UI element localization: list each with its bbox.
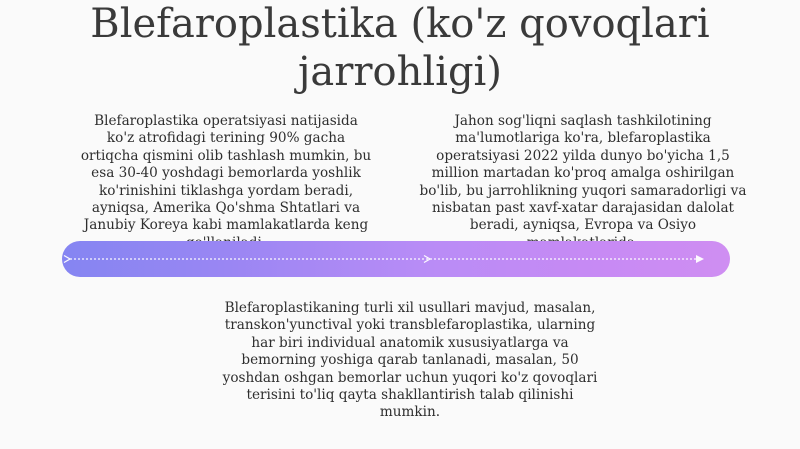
paragraph-left: Blefaroplastika operatsiyasi natijasida ko'z atrofidagi terining 90% gacha ortiqcha qismini olib tashlash mumkin, bu esa 30-40 yoshdagi bemorlarda yoshlik ko'rinishini tiklashga yordam beradi, ayniqsa, Amerika Qo'shma Shtatlari va Janubiy Koreya kabi mamlakatlarda keng [80, 113, 372, 234]
paragraph-right: Jahon sog'liqni saqlash tashkilotining ma'lumotlariga ko'ra, blefaroplastika operatsiyasi 2022 yilda dunyo bo'yicha 1,5 million martadan ko'proq amalga oshirilgan bo'lib, bu jarrohlikning yuqori samaradorligi va nisbatan past xavf-xatar darajasidan dalolat beradi, ayniqsa, Evropa va Osiyo [419, 113, 747, 234]
page-title: Blefaroplastika (ko'z qovoqlari jarrohligi) [90, 1, 710, 95]
paragraph-bottom: Blefaroplastikaning turli xil usullari mavjud, masalan, transkon'yunctival yoki transblefaroplastika, ularning har biri individual anatomik xususiyatlarga va bemorning yoshiga qarab tanlanadi, masalan, 50 yoshdan oshgan bemorlar uchun yuqori ko'z qovoqlari terisini to'liq qayta shakllantirish talab qilinishi mumkin. [222, 300, 598, 421]
timeline-arrow [62, 241, 730, 277]
arrow-head-right [696, 255, 704, 263]
arrow-head-left [64, 256, 70, 263]
